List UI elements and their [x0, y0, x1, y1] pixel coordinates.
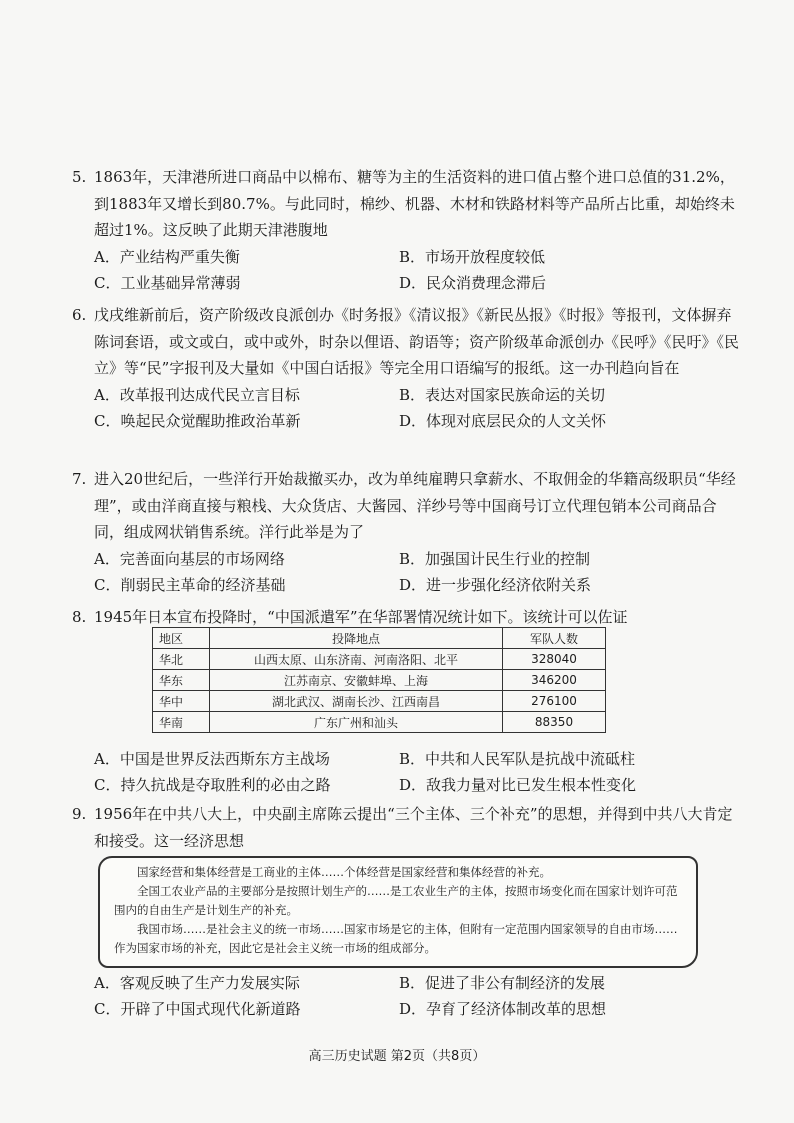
question-number: 6. [72, 306, 87, 324]
table-cell: 88350 [503, 712, 606, 733]
options-row-1 [94, 546, 742, 572]
question-5 [72, 164, 742, 296]
question-7-stem [72, 466, 742, 546]
option-a[interactable]: A．中国是世界反法西斯东方主战场 [94, 750, 330, 768]
table-cell: 华南 [153, 712, 210, 733]
table-header: 投降地点 [210, 628, 503, 649]
question-number: 7. [72, 470, 87, 488]
option-d[interactable]: D．敌我力量对比已发生根本性变化 [399, 776, 637, 794]
table-row [153, 712, 606, 733]
table-cell: 广东广州和汕头 [210, 712, 503, 733]
question-text: 1945年日本宣布投降时，“中国派遣军”在华部署情况统计如下。该统计可以佐证 [94, 608, 628, 626]
options-row-1 [94, 970, 742, 996]
option-c[interactable]: C．开辟了中国式现代化新道路 [94, 1000, 301, 1018]
table-cell: 328040 [503, 649, 606, 670]
option-d[interactable]: D．孕育了经济体制改革的思想 [399, 1000, 607, 1018]
option-a[interactable]: A．产业结构严重失衡 [94, 247, 240, 266]
options-row-1 [94, 382, 742, 408]
table-header: 地区 [153, 628, 210, 649]
options-row-1 [94, 244, 742, 270]
option-c[interactable]: C．唤起民众觉醒助推政治革新 [94, 411, 301, 430]
question-8-options [72, 746, 742, 798]
question-6 [72, 302, 742, 434]
question-9-stem [72, 801, 742, 854]
table-cell: 湖北武汉、湖南长沙、江西南昌 [210, 691, 503, 712]
question-text: 进入20世纪后，一些洋行开始裁撤买办，改为单纯雇聘只拿薪水、不取佣金的华籍高级职员“华经理”，或由洋商直接与粮栈、大众货店、大酱园、洋纱号等中国商号订立代理包销本公司商品合同，组成网状销售系统。洋行此举是为了 [94, 470, 736, 541]
option-c[interactable]: C．削弱民主革命的经济基础 [94, 575, 286, 594]
options-row-2 [94, 408, 742, 434]
quote-paragraph: 我国市场……是社会主义的统一市场……国家市场是它的主体，但附有一定范围内国家领导的自由市场……作为国家市场的补充，因此它是社会主义统一市场的组成部分。 [114, 922, 678, 955]
option-a[interactable]: A．完善面向基层的市场网络 [94, 549, 285, 568]
table-cell: 江苏南京、安徽蚌埠、上海 [210, 670, 503, 691]
options-row-2 [94, 772, 742, 798]
quote-paragraph: 国家经营和集体经营是工商业的主体……个体经营是国家经营和集体经营的补充。 [137, 865, 551, 879]
table-header-row [153, 628, 606, 649]
option-b[interactable]: B．市场开放程度较低 [399, 247, 546, 266]
option-d[interactable]: D．民众消费理念滞后 [399, 273, 547, 292]
table-row [153, 670, 606, 691]
question-6-stem [72, 302, 742, 382]
source-quote-box [98, 856, 698, 968]
option-d[interactable]: D．进一步强化经济依附关系 [399, 575, 592, 594]
page-footer: 高三历史试题 第2页（共8页） [308, 1049, 486, 1064]
question-7 [72, 466, 742, 598]
table-cell: 276100 [503, 691, 606, 712]
troop-deployment-table [152, 627, 606, 733]
options-row-2 [94, 996, 742, 1022]
option-c[interactable]: C．持久抗战是夺取胜利的必由之路 [94, 776, 331, 794]
table-header: 军队人数 [503, 628, 606, 649]
option-b[interactable]: B．促进了非公有制经济的发展 [399, 974, 606, 992]
option-c[interactable]: C．工业基础异常薄弱 [94, 273, 241, 292]
quote-paragraph: 全国工农业产品的主要部分是按照计划生产的……是工农业生产的主体，按照市场变化而在国家计划许可范围内的自由生产是计划生产的补充。 [114, 884, 678, 917]
question-9-options [72, 970, 742, 1022]
option-a[interactable]: A．客观反映了生产力发展实际 [94, 974, 300, 992]
table-cell: 山西太原、山东济南、河南洛阳、北平 [210, 649, 503, 670]
table-row [153, 649, 606, 670]
option-a[interactable]: A．改革报刊达成代民立言目标 [94, 385, 300, 404]
question-number: 9. [72, 805, 87, 823]
option-b[interactable]: B．表达对国家民族命运的关切 [399, 385, 606, 404]
question-5-stem [72, 164, 742, 244]
question-9 [72, 801, 742, 854]
question-number: 8. [72, 608, 87, 626]
question-text: 戊戌维新前后，资产阶级改良派创办《时务报》《清议报》《新民丛报》《时报》等报刊，文体摒弃陈词套语，或文或白，或中或外，时杂以俚语、韵语等；资产阶级革命派创办《民呼》《民吁》《民立》等“民”字报刊及大量如《中国白话报》等完全用口语编写的报纸。这一办刊趋向旨在 [94, 306, 740, 377]
option-b[interactable]: B．加强国计民生行业的控制 [399, 549, 591, 568]
question-number: 5. [72, 168, 87, 186]
table-cell: 346200 [503, 670, 606, 691]
question-text: 1956年在中共八大上，中央副主席陈云提出“三个主体、三个补充”的思想，并得到中共八大肯定和接受。这一经济思想 [94, 805, 733, 850]
options-row-1 [94, 746, 742, 772]
question-text: 1863年，天津港所进口商品中以棉布、糖等为主的生活资料的进口值占整个进口总值的31.2%，到1883年又增长到80.7%。与此同时，棉纱、机器、木材和铁路材料等产品所占比重，却始终未超过1%。这反映了此期天津港腹地 [94, 168, 735, 239]
options-row-2 [94, 270, 742, 296]
option-d[interactable]: D．体现对底层民众的人文关怀 [399, 411, 607, 430]
table-cell: 华北 [153, 649, 210, 670]
options-row-2 [94, 572, 742, 598]
table-cell: 华东 [153, 670, 210, 691]
table-cell: 华中 [153, 691, 210, 712]
table-row [153, 691, 606, 712]
option-b[interactable]: B．中共和人民军队是抗战中流砥柱 [399, 750, 636, 768]
